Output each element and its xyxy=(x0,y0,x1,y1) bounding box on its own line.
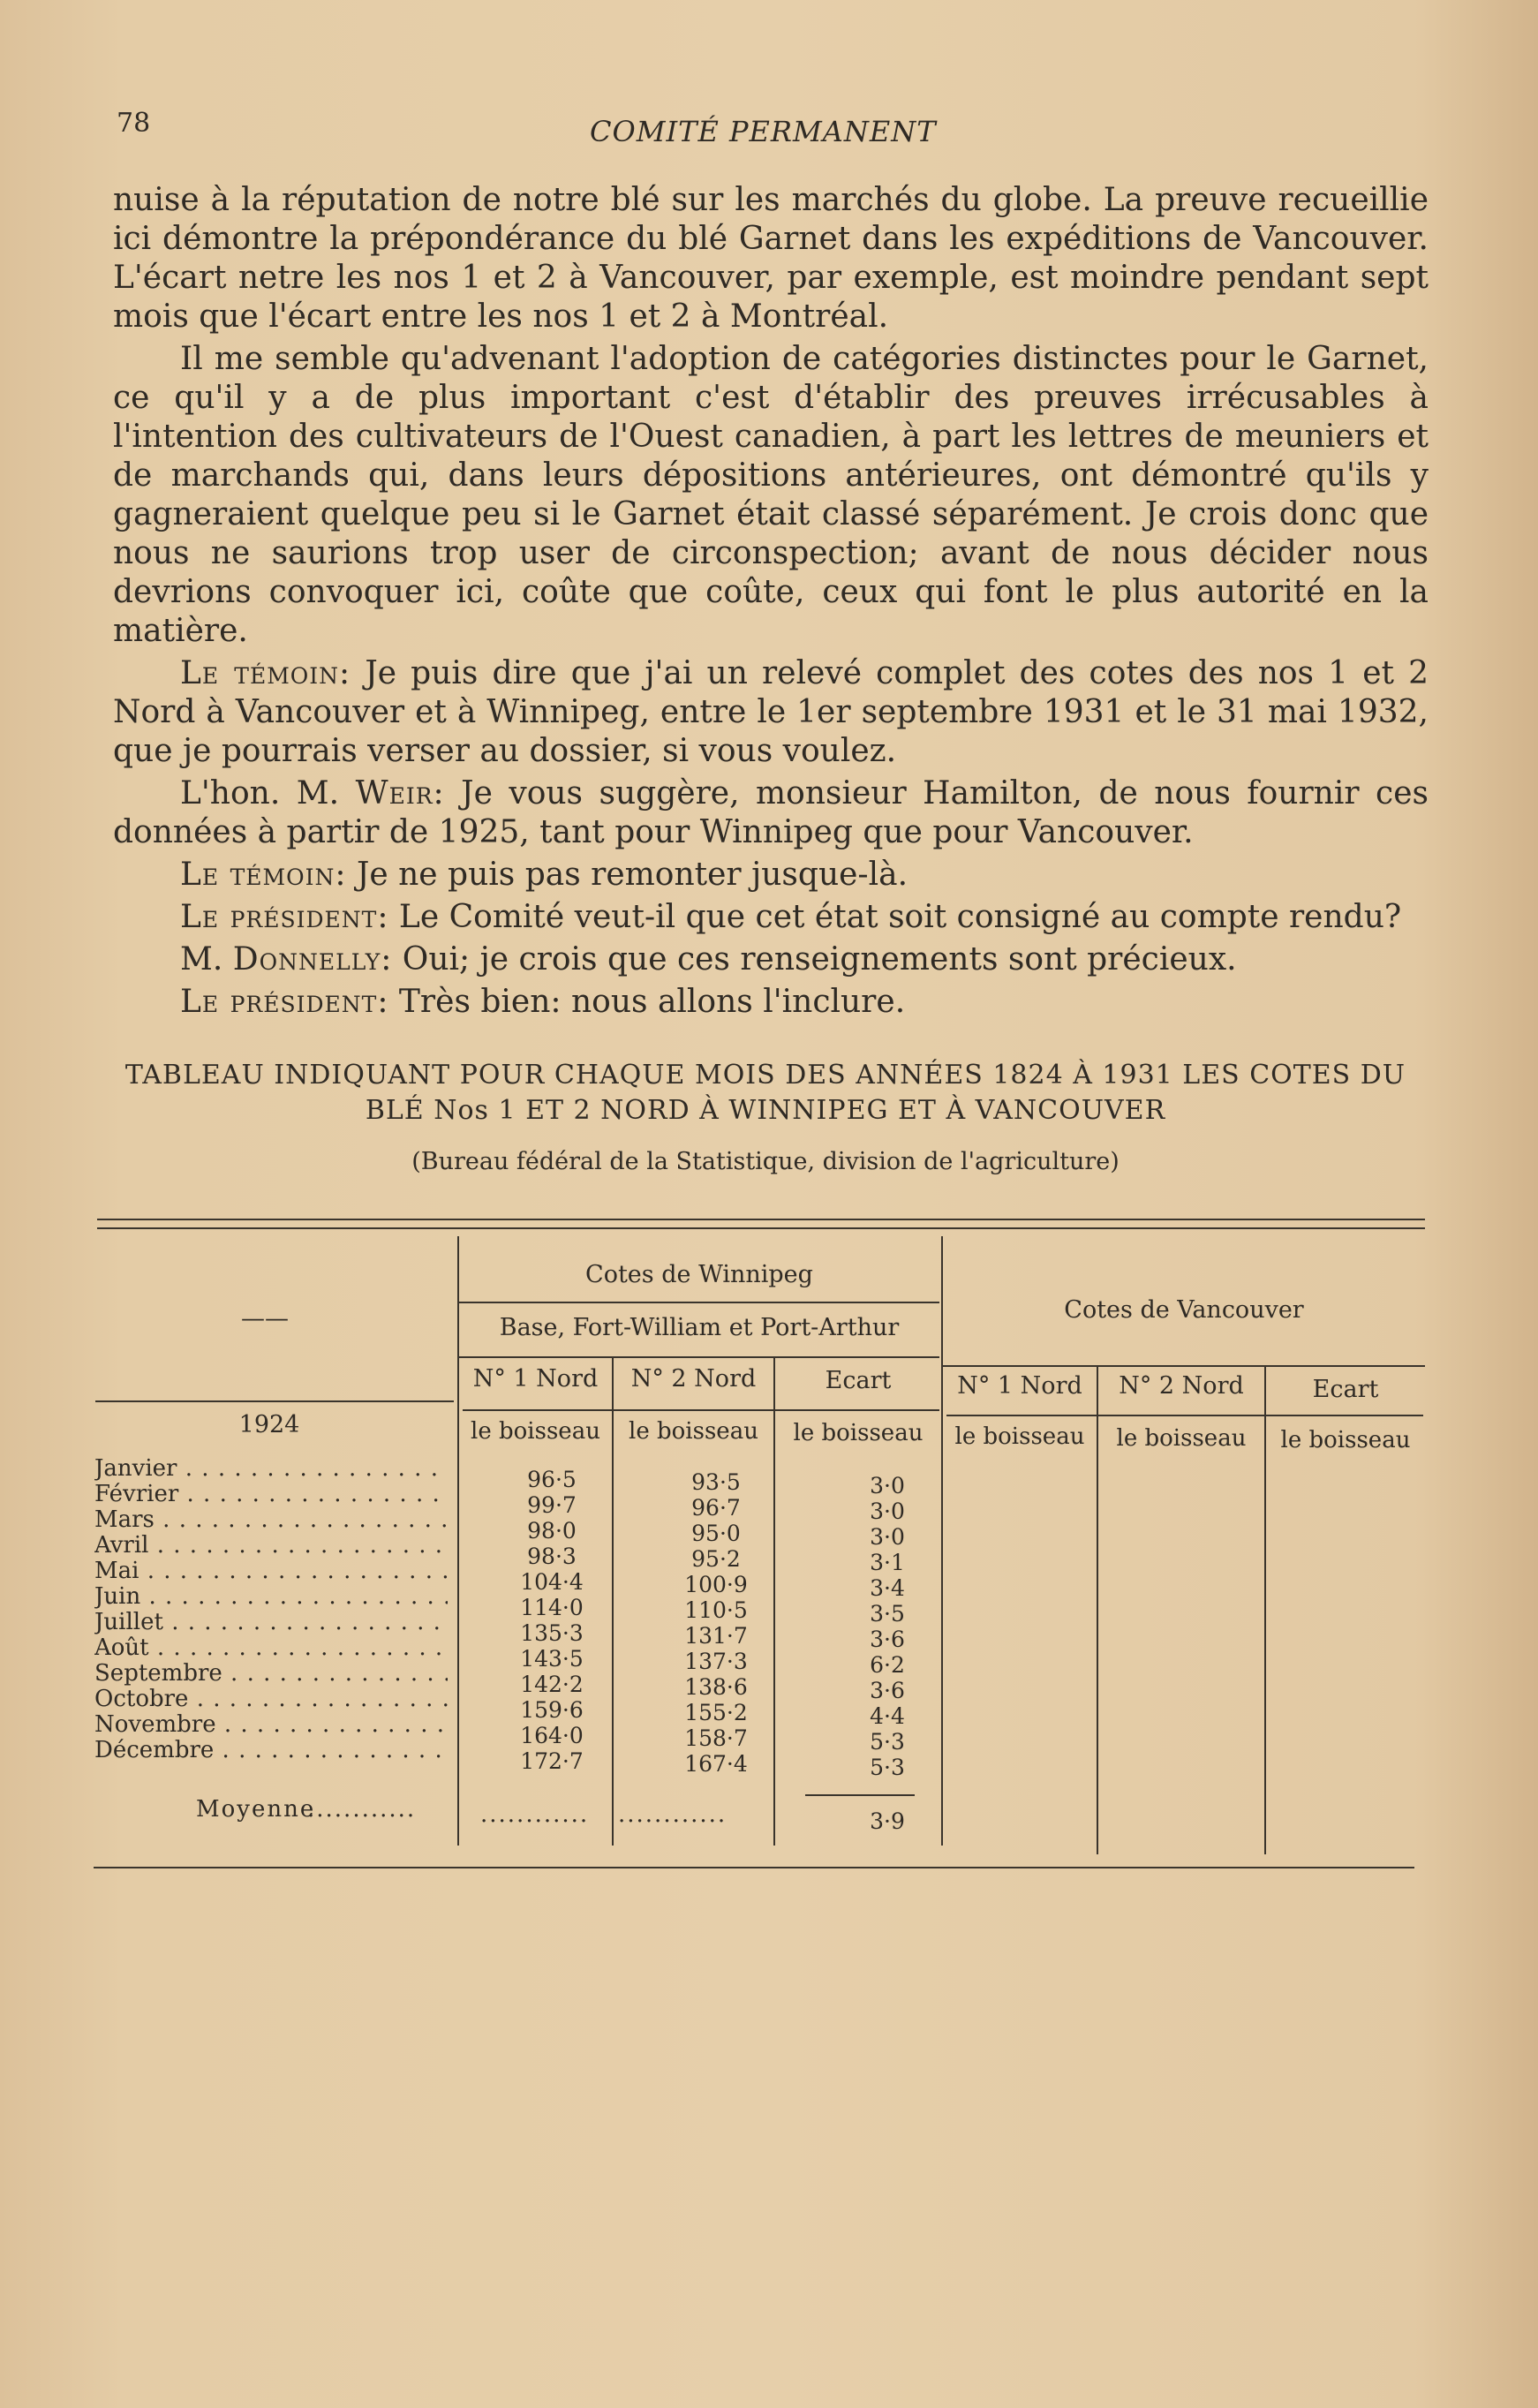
unit-label: le boisseau xyxy=(629,1418,758,1445)
winnipeg-no2-value: 138·6 xyxy=(684,1674,748,1700)
body-text xyxy=(113,181,1429,1022)
winnipeg-no2-value: 167·4 xyxy=(684,1751,748,1777)
moyenne-leader: ............ xyxy=(618,1801,728,1828)
header-rule xyxy=(946,1415,1423,1416)
winnipeg-no1-value: 104·4 xyxy=(520,1569,584,1595)
unit-label: le boisseau xyxy=(471,1418,600,1445)
winnipeg-no2-value: 95·0 xyxy=(691,1521,741,1546)
paragraph-5 xyxy=(113,856,1429,895)
speech-text: Je ne puis pas remonter jusque-là. xyxy=(346,857,908,893)
winnipeg-no1-value: 164·0 xyxy=(520,1723,584,1748)
month-label: Avril . . . xyxy=(94,1532,448,1559)
paragraph-4 xyxy=(113,774,1429,852)
winnipeg-heading: Cotes de Winnipeg xyxy=(585,1261,813,1288)
stub-rule xyxy=(95,1400,454,1402)
year-label: 1924 xyxy=(238,1411,300,1438)
winnipeg-no1-value: 114·0 xyxy=(520,1595,584,1620)
unit-label: le boisseau xyxy=(954,1423,1085,1450)
winnipeg-ecart-value: 3·0 xyxy=(870,1524,905,1550)
speaker-weir: Weir: xyxy=(355,775,445,811)
speaker-donnelly: Donnelly: xyxy=(232,941,393,978)
paragraph-7 xyxy=(113,940,1429,979)
header-rule xyxy=(459,1356,939,1358)
paragraph-8 xyxy=(113,983,1429,1022)
table-top-rule xyxy=(97,1219,1425,1220)
winnipeg-no1-value: 172·7 xyxy=(520,1748,584,1774)
header-rule xyxy=(943,1365,1425,1367)
month-label: Février . . . xyxy=(94,1481,448,1507)
winnipeg-subheading: Base, Fort-William et Port-Arthur xyxy=(499,1314,900,1341)
unit-label: le boisseau xyxy=(1116,1425,1247,1452)
winnipeg-ecart-value: 5·3 xyxy=(870,1729,905,1755)
month-label: Janvier . . . xyxy=(94,1455,448,1482)
speaker-temoin: Le témoin: xyxy=(180,655,351,691)
table-top-rule xyxy=(97,1227,1425,1229)
winnipeg-no2-value: 95·2 xyxy=(691,1546,741,1572)
col-header-winnipeg-no1: N° 1 Nord xyxy=(472,1365,599,1393)
speaker-president: Le président: xyxy=(180,984,389,1020)
winnipeg-ecart-value: 3·6 xyxy=(870,1627,905,1652)
moyenne-ecart-value: 3·9 xyxy=(870,1808,905,1834)
winnipeg-no2-value: 93·5 xyxy=(691,1469,741,1495)
col-header-vancouver-no2: N° 2 Nord xyxy=(1119,1372,1244,1400)
speech-text: Je puis dire que j'ai un relevé complet des cotes des nos 1 et 2 Nord à Vancouver et à Winnipeg, entre le 1er septembre 1931 et le 31 mai 1932, que je pourrais verser au dossier, si vous voulez. xyxy=(113,655,1429,769)
speaker-prefix: M. xyxy=(180,941,233,978)
speaker-temoin: Le témoin: xyxy=(180,857,347,893)
winnipeg-no1-value: 142·2 xyxy=(520,1672,584,1697)
paragraph-1: nuise à la réputation de notre blé sur les marchés du globe. La preuve recueillie ici démontre la prépondérance du blé Garnet dans les expéditions de Vancouver. L'écart netre les nos 1 et 2 à Vancouver, par exemple, est moindre pendant sept mois que l'écart entre les nos 1 et 2 à Montréal. xyxy=(113,182,1429,335)
table-title-line-1: TABLEAU INDIQUANT POUR CHAQUE MOIS DES ANNÉES 1824 À 1931 LES COTES DU xyxy=(124,1060,1406,1091)
winnipeg-ecart-value: 3·0 xyxy=(870,1498,905,1524)
month-label: Juin . . . xyxy=(94,1583,448,1610)
moyenne-label: Moyenne xyxy=(196,1796,316,1823)
vancouver-heading: Cotes de Vancouver xyxy=(1064,1296,1304,1324)
speech-text: Oui; je crois que ces renseignements sont précieux. xyxy=(392,941,1237,978)
winnipeg-no2-value: 155·2 xyxy=(684,1700,748,1725)
winnipeg-ecart-value: 6·2 xyxy=(870,1652,905,1678)
winnipeg-no1-value: 98·0 xyxy=(527,1518,577,1544)
table-title-line-2: BLÉ Nos 1 ET 2 NORD À WINNIPEG ET À VANCOUVER xyxy=(365,1095,1166,1126)
speech-text: Très bien: nous allons l'inclure. xyxy=(388,984,906,1020)
winnipeg-ecart-value: 3·0 xyxy=(870,1473,905,1498)
winnipeg-no2-value: 137·3 xyxy=(684,1649,748,1674)
winnipeg-ecart-value: 3·1 xyxy=(870,1550,905,1575)
winnipeg-ecart-value: 3·5 xyxy=(870,1601,905,1627)
winnipeg-no2-value: 131·7 xyxy=(684,1623,748,1649)
page-number: 78 xyxy=(117,108,151,139)
winnipeg-ecart-value: 3·4 xyxy=(870,1575,905,1601)
col-header-winnipeg-no2: N° 2 Nord xyxy=(630,1365,757,1393)
sum-rule xyxy=(805,1794,915,1796)
speaker-prefix: L'hon. M. xyxy=(180,775,356,811)
speech-text: Je vous suggère, monsieur Hamilton, de nous fournir ces données à partir de 1925, tant pour Winnipeg que pour Vancouver. xyxy=(113,775,1429,850)
stub-dash: —— xyxy=(241,1305,289,1332)
winnipeg-no1-value: 98·3 xyxy=(527,1544,577,1569)
winnipeg-ecart-value: 3·6 xyxy=(870,1678,905,1703)
winnipeg-no1-value: 143·5 xyxy=(520,1646,584,1672)
winnipeg-no2-value: 110·5 xyxy=(684,1597,748,1623)
winnipeg-no2-value: 158·7 xyxy=(684,1725,748,1751)
winnipeg-no1-value: 159·6 xyxy=(520,1697,584,1723)
moyenne-leader: ............ xyxy=(307,1796,417,1823)
paragraph-6 xyxy=(113,898,1429,937)
month-label: Juillet . . . xyxy=(94,1609,448,1635)
unit-label: le boisseau xyxy=(793,1420,924,1446)
unit-label: le boisseau xyxy=(1280,1427,1411,1453)
winnipeg-no2-value: 96·7 xyxy=(691,1495,741,1521)
winnipeg-no1-value: 96·5 xyxy=(527,1467,577,1492)
winnipeg-ecart-value: 5·3 xyxy=(870,1755,905,1780)
col-header-vancouver-ecart: Ecart xyxy=(1312,1376,1379,1403)
winnipeg-no1-value: 135·3 xyxy=(520,1620,584,1646)
winnipeg-ecart-value: 4·4 xyxy=(870,1703,905,1729)
month-label: Août . . . xyxy=(94,1634,448,1661)
table-title xyxy=(99,1058,1432,1129)
month-label: Novembre . . . xyxy=(94,1711,448,1738)
paragraph-3 xyxy=(113,654,1429,771)
col-header-vancouver-no1: N° 1 Nord xyxy=(957,1372,1082,1400)
moyenne-leader: ............ xyxy=(480,1801,590,1828)
paragraph-2: Il me semble qu'advenant l'adoption de catégories distinctes pour le Garnet, ce qu'il y a de plus important c'est d'établir des preuves irrécusables à l'intention des cultivateurs de l'Ouest canadien, à part les lettres de meuniers et de marchands qui, dans leurs dépositions antérieures, ont démontré qu'ils y gagneraient quelque peu si le Garnet était classé séparément. Je crois donc que nous ne saurions trop user de circonspection; avant de nous décider nous devrions convoquer ici, coûte que coûte, ceux qui font le plus autorité en la matière. xyxy=(113,341,1429,649)
month-label: Mars . . . xyxy=(94,1506,448,1533)
winnipeg-no1-value: 99·7 xyxy=(527,1492,577,1518)
month-label: Septembre . . . xyxy=(94,1660,448,1687)
month-label: Mai . . . xyxy=(94,1558,448,1584)
col-header-winnipeg-ecart: Ecart xyxy=(825,1367,892,1394)
speech-text: Le Comité veut-il que cet état soit consigné au compte rendu? xyxy=(388,899,1402,935)
table-bottom-rule xyxy=(94,1867,1414,1868)
month-label: Décembre . . . xyxy=(94,1737,448,1763)
header-rule xyxy=(463,1409,939,1411)
winnipeg-no2-value: 100·9 xyxy=(684,1572,748,1597)
header-rule xyxy=(459,1302,939,1303)
month-label: Octobre . . . xyxy=(94,1686,448,1712)
running-head: COMITÉ PERMANENT xyxy=(590,115,937,148)
table-source: (Bureau fédéral de la Statistique, division de l'agriculture) xyxy=(411,1148,1120,1175)
speaker-president: Le président: xyxy=(180,899,389,935)
